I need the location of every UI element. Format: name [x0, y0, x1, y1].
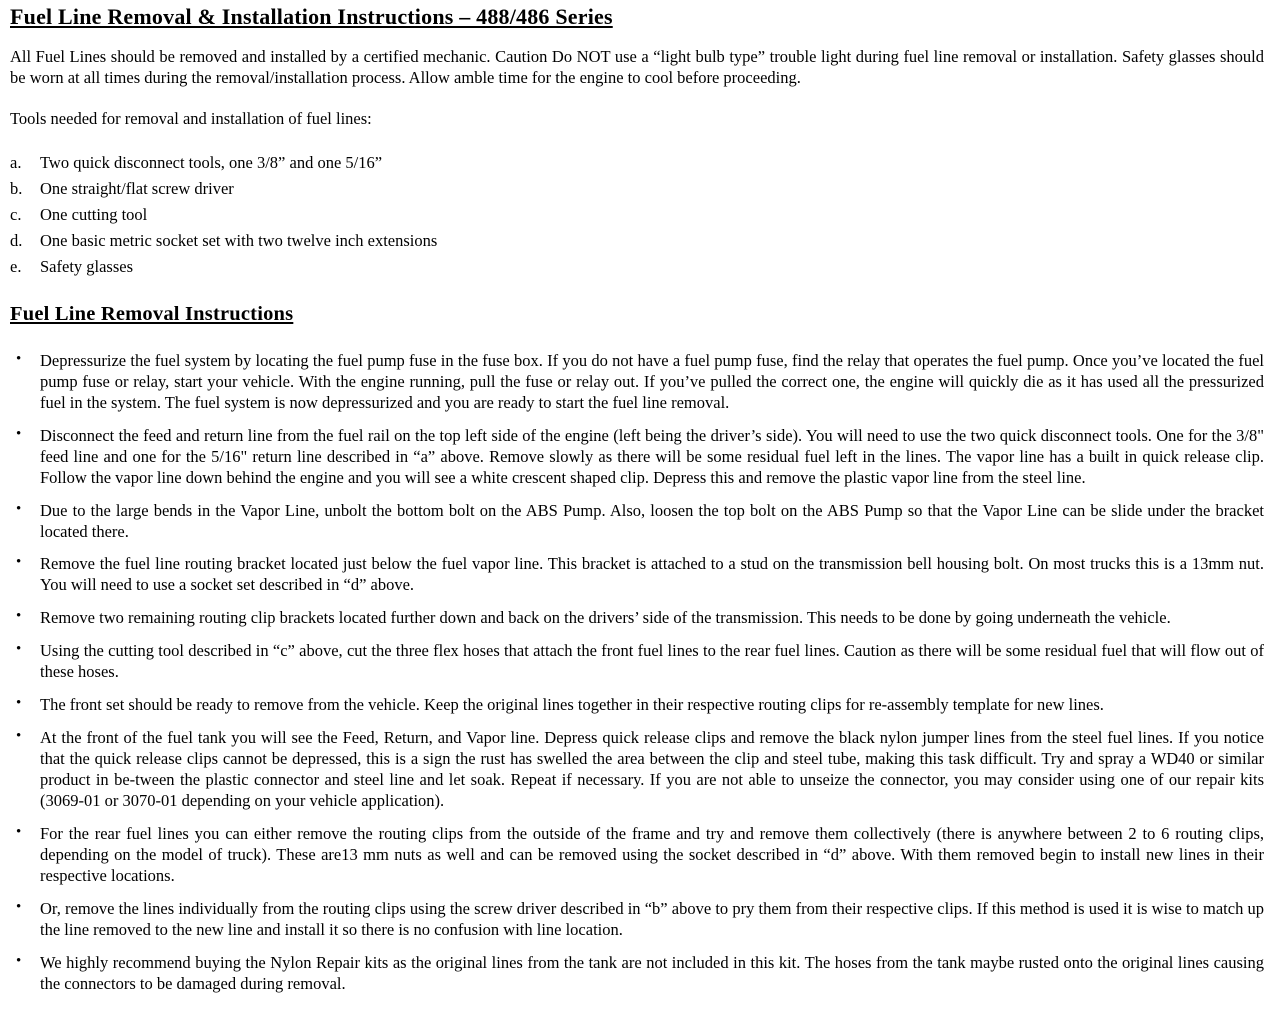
removal-step-item — [10, 695, 1264, 716]
removal-step-text: Disconnect the feed and return line from the fuel rail on the top left side of the engine (left being the driver’s side). You will need to use the two quick disconnect tools. One for the 3/8" feed line and one for the 5/16" return line described in “a” above. Remove slowly as there will be some residual fuel left in the lines. The vapor line has a built in quick release clip. Follow the vapor line down behind the engine and you will see a white crescent shaped clip. Depress this and remove the plastic vapor line from the steel line. — [40, 425, 1264, 487]
tools-needed-heading: Tools needed for removal and installation of fuel lines: — [10, 108, 372, 128]
intro-paragraph: All Fuel Lines should be removed and installed by a certified mechanic. Caution Do NOT use a “light bulb type” trouble light during fuel line removal or installation. Safety glasses should be worn at all times during the removal/installation process. Allow amble time for the engine to cool before proceeding. — [10, 46, 1264, 87]
tool-item-text: One basic metric socket set with two twelve inch extensions — [40, 230, 438, 250]
removal-section-title: Fuel Line Removal Instructions — [10, 302, 294, 325]
bullet-icon: • — [16, 425, 22, 442]
removal-step-text: Using the cutting tool described in “c” above, cut the three flex hoses that attach the front fuel lines to the rear fuel lines. Caution as there will be some residual fuel that will flow out of these hoses. — [40, 641, 1264, 682]
removal-step-text: Depressurize the fuel system by locating the fuel pump fuse in the fuse box. If you do not have a fuel pump fuse, find the relay that operates the fuel pump. Once you’ve located the fuel pump fuse or relay, start your vehicle. With the engine running, pull the fuse or relay out. If you’ve pulled the correct one, the engine will quickly die as it has used all the pressurized fuel in the system. The fuel system is now depressurized and you are ready to start the fuel line removal. — [40, 350, 1264, 412]
tool-list-item — [10, 256, 1264, 277]
removal-step-item — [10, 953, 1264, 995]
removal-step-item — [10, 824, 1264, 887]
removal-step-item — [10, 641, 1264, 683]
removal-step-item — [10, 351, 1264, 414]
tool-item-letter: e. — [10, 256, 22, 276]
tool-list-item — [10, 152, 1264, 173]
tool-item-text: Two quick disconnect tools, one 3/8” and one 5/16” — [40, 152, 383, 172]
removal-step-text: Or, remove the lines individually from the routing clips using the screw driver described in “b” above to pry them from their respective clips. If this method is used it is wise to match up the line removed to the new line and install it so there is no confusion with line location. — [40, 898, 1264, 939]
removal-step-text: Remove the fuel line routing bracket located just below the fuel vapor line. This bracket is attached to a stud on the transmission bell housing bolt. On most trucks this is a 13mm nut. You will need to use a socket set described in “d” above. — [40, 554, 1264, 595]
bullet-icon: • — [16, 641, 22, 658]
tool-item-letter: c. — [10, 204, 22, 224]
removal-step-text: For the rear fuel lines you can either remove the routing clips from the outside of the frame and try and remove them collectively (there is anywhere between 2 to 6 routing clips, depending on the model of truck). These are13 mm nuts as well and can be removed using the socket described in “d” above. With them removed begin to install new lines in their respective locations. — [40, 823, 1264, 885]
removal-step-item — [10, 554, 1264, 596]
removal-step-text: Due to the large bends in the Vapor Line, unbolt the bottom bolt on the ABS Pump. Also, loosen the top bolt on the ABS Pump so that the Vapor Line can be slide under the bracket located there. — [40, 500, 1264, 541]
tool-item-letter: a. — [10, 152, 22, 172]
bullet-icon: • — [16, 500, 22, 517]
removal-steps-list — [10, 351, 1264, 995]
tools-list — [10, 152, 1264, 277]
tool-item-text: Safety glasses — [40, 256, 134, 276]
tool-item-text: One straight/flat screw driver — [40, 178, 234, 198]
tool-item-text: One cutting tool — [40, 204, 148, 224]
removal-step-item — [10, 426, 1264, 489]
bullet-icon: • — [16, 823, 22, 840]
tool-list-item — [10, 178, 1264, 199]
tool-item-letter: d. — [10, 230, 23, 250]
bullet-icon: • — [16, 898, 22, 915]
removal-step-item — [10, 728, 1264, 812]
removal-step-text: Remove two remaining routing clip brackets located further down and back on the drivers’ side of the transmission. This needs to be done by going underneath the vehicle. — [40, 608, 1171, 628]
tool-list-item — [10, 204, 1264, 225]
tool-item-letter: b. — [10, 178, 23, 198]
bullet-icon: • — [16, 554, 22, 571]
bullet-icon: • — [16, 695, 22, 712]
removal-step-item — [10, 501, 1264, 543]
removal-step-text: We highly recommend buying the Nylon Repair kits as the original lines from the tank are not included in this kit. The hoses from the tank maybe rusted onto the original lines causing the connectors to be damaged during removal. — [40, 952, 1264, 993]
bullet-icon: • — [16, 952, 22, 969]
removal-step-text: At the front of the fuel tank you will see the Feed, Return, and Vapor line. Depress quick release clips and remove the black nylon jumper lines from the steel fuel lines. If you notice that the quick release clips cannot be depressed, this is a sign the rust has swelled the area between the clip and steel tube, making this task difficult. Try and spray a WD40 or similar product in be-tween the plastic connector and steel line and let soak. Repeat if necessary. If you are not able to unseize the connector, you may consider using one of our repair kits (3069-01 or 3070-01 depending on your vehicle application). — [40, 728, 1264, 811]
removal-step-text: The front set should be ready to remove from the vehicle. Keep the original lines together in their respective routing clips for re-assembly template for new lines. — [40, 695, 1104, 715]
document-title: Fuel Line Removal & Installation Instructions – 488/486 Series — [10, 4, 613, 29]
tool-list-item — [10, 230, 1264, 251]
removal-step-item — [10, 608, 1264, 629]
bullet-icon: • — [16, 608, 22, 625]
bullet-icon: • — [16, 350, 22, 367]
removal-step-item — [10, 899, 1264, 941]
bullet-icon: • — [16, 728, 22, 745]
